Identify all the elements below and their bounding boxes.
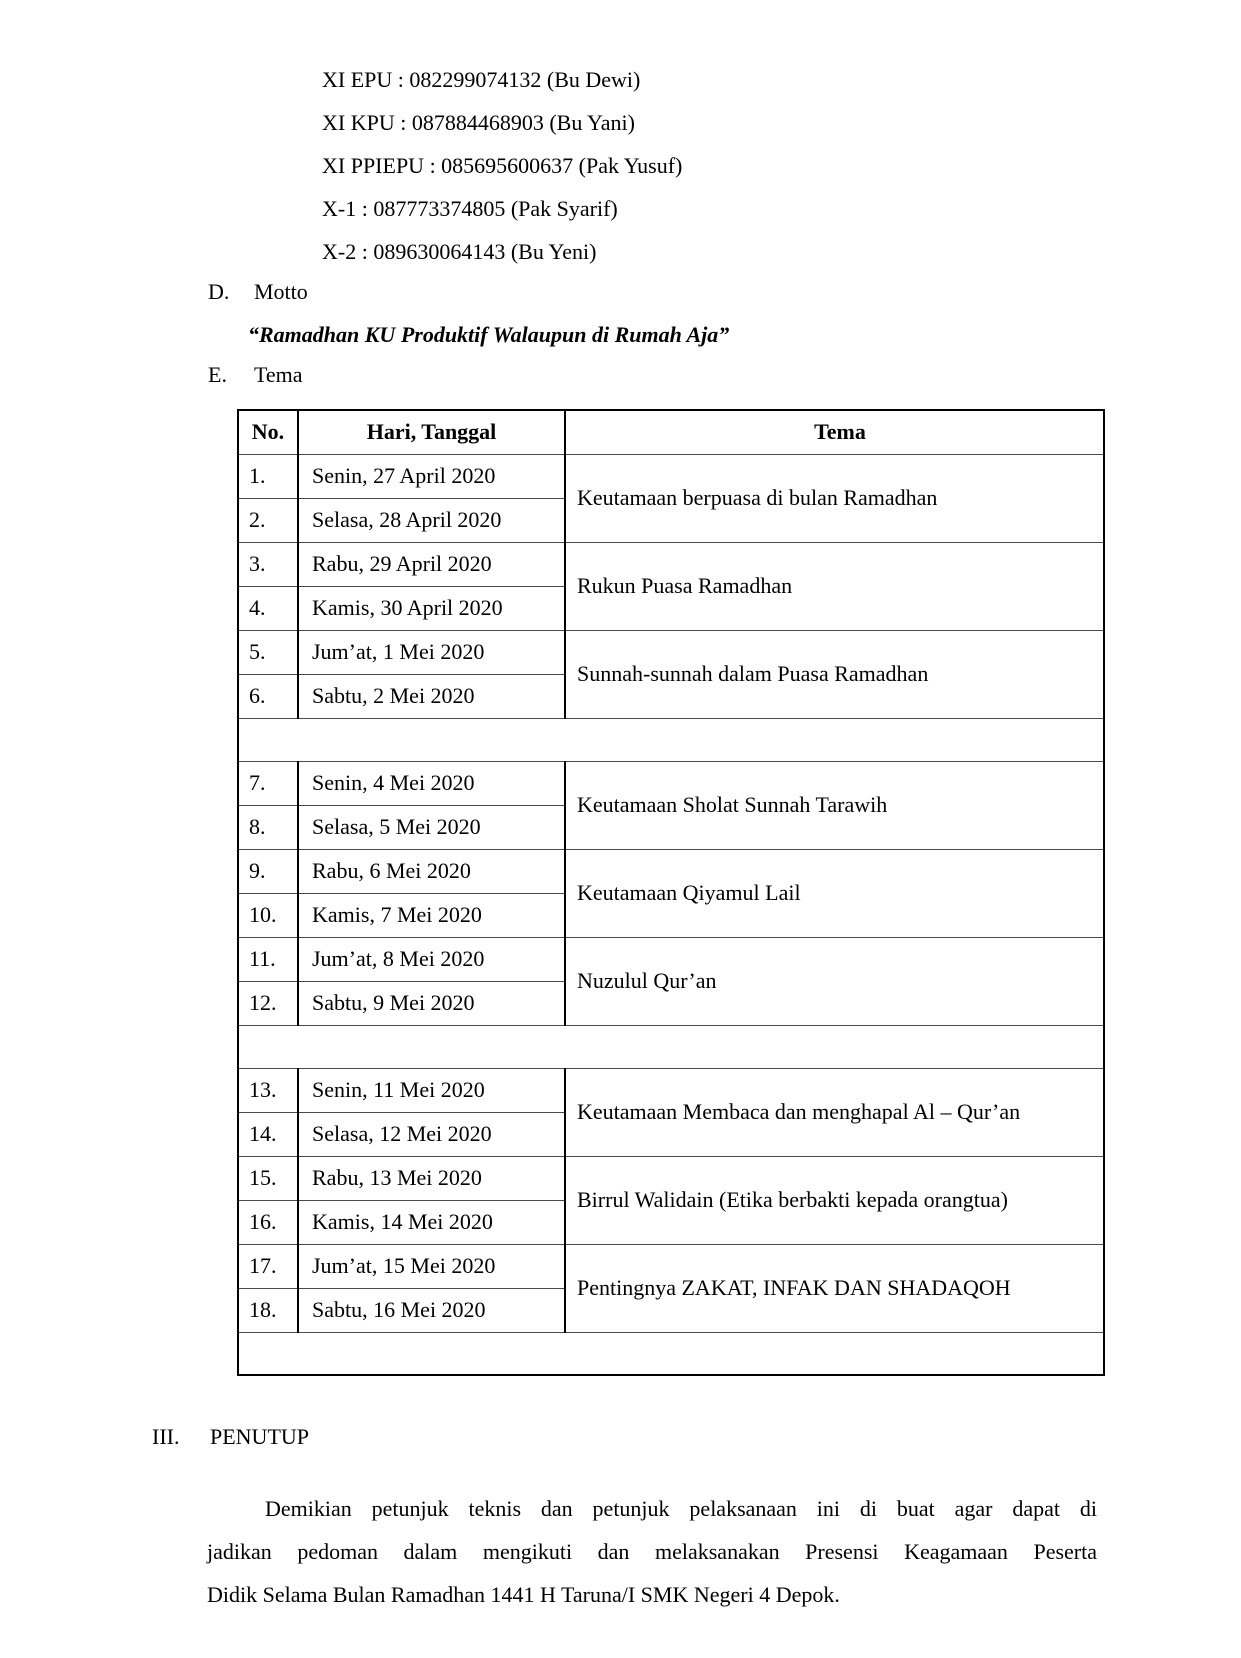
row-date: Selasa, 5 Mei 2020 (298, 805, 565, 849)
contact-line: X-2 : 089630064143 (Bu Yeni) (322, 239, 597, 264)
motto-quote: “Ramadhan KU Produktif Walaupun di Rumah Aja” (248, 322, 730, 347)
table-row (238, 849, 1104, 893)
row-date: Rabu, 13 Mei 2020 (298, 1156, 565, 1200)
row-date: Senin, 4 Mei 2020 (298, 761, 565, 805)
row-number: 3. (238, 542, 298, 586)
section-letter: E. (208, 362, 227, 387)
row-tema: Keutamaan Qiyamul Lail (565, 849, 1104, 937)
row-date: Selasa, 28 April 2020 (298, 498, 565, 542)
section-title: Tema (254, 362, 303, 387)
row-tema: Birrul Walidain (Etika berbakti kepada orangtua) (565, 1156, 1104, 1244)
row-date: Jum’at, 15 Mei 2020 (298, 1244, 565, 1288)
row-number: 7. (238, 761, 298, 805)
table-row (238, 1244, 1104, 1288)
contact-line: XI EPU : 082299074132 (Bu Dewi) (322, 67, 641, 92)
row-number: 12. (238, 981, 298, 1025)
section-title: Motto (254, 279, 308, 304)
row-date: Jum’at, 1 Mei 2020 (298, 630, 565, 674)
paragraph-line: jadikan pedoman dalam mengikuti dan melaksanakan Presensi Keagamaan Peserta (207, 1539, 1097, 1564)
column-header-no: No. (238, 410, 298, 454)
row-date: Senin, 11 Mei 2020 (298, 1068, 565, 1112)
paragraph-line: Didik Selama Bulan Ramadhan 1441 H Taruna/I SMK Negeri 4 Depok. (207, 1582, 840, 1607)
row-date: Kamis, 14 Mei 2020 (298, 1200, 565, 1244)
row-number: 2. (238, 498, 298, 542)
row-date: Rabu, 29 April 2020 (298, 542, 565, 586)
row-number: 11. (238, 937, 298, 981)
row-number: 6. (238, 674, 298, 718)
row-number: 5. (238, 630, 298, 674)
paragraph-line: Demikian petunjuk teknis dan petunjuk pelaksanaan ini di buat agar dapat di (265, 1496, 1097, 1521)
penutup-number: III. (152, 1424, 180, 1449)
row-tema: Keutamaan Membaca dan menghapal Al – Qur’an (565, 1068, 1104, 1156)
row-number: 18. (238, 1288, 298, 1332)
row-tema: Rukun Puasa Ramadhan (565, 542, 1104, 630)
row-date: Jum’at, 8 Mei 2020 (298, 937, 565, 981)
table-row (238, 1156, 1104, 1200)
row-number: 8. (238, 805, 298, 849)
penutup-paragraph (207, 1487, 1097, 1616)
penutup-heading (152, 1415, 309, 1458)
table-separator-row (238, 718, 1104, 761)
column-header-tema: Tema (814, 419, 866, 445)
row-date: Selasa, 12 Mei 2020 (298, 1112, 565, 1156)
row-number: 1. (238, 454, 298, 498)
row-tema: Keutamaan berpuasa di bulan Ramadhan (565, 454, 1104, 542)
penutup-title: PENUTUP (210, 1424, 310, 1449)
row-tema: Nuzulul Qur’an (565, 937, 1104, 1025)
row-tema: Keutamaan Sholat Sunnah Tarawih (565, 761, 1104, 849)
row-date: Rabu, 6 Mei 2020 (298, 849, 565, 893)
row-date: Sabtu, 2 Mei 2020 (298, 674, 565, 718)
row-number: 10. (238, 893, 298, 937)
row-number: 13. (238, 1068, 298, 1112)
section-heading-tema (208, 353, 303, 396)
row-number: 17. (238, 1244, 298, 1288)
table-row (238, 937, 1104, 981)
section-letter: D. (208, 279, 230, 304)
row-number: 4. (238, 586, 298, 630)
row-number: 9. (238, 849, 298, 893)
row-tema: Sunnah-sunnah dalam Puasa Ramadhan (565, 630, 1104, 718)
row-date: Kamis, 30 April 2020 (298, 586, 565, 630)
tema-schedule-table (237, 409, 1105, 1376)
row-number: 15. (238, 1156, 298, 1200)
row-date: Senin, 27 April 2020 (298, 454, 565, 498)
contact-list (322, 58, 682, 273)
row-date: Sabtu, 9 Mei 2020 (298, 981, 565, 1025)
row-date: Kamis, 7 Mei 2020 (298, 893, 565, 937)
table-row (238, 454, 1104, 498)
section-heading-motto (208, 270, 308, 313)
row-number: 14. (238, 1112, 298, 1156)
row-number: 16. (238, 1200, 298, 1244)
contact-line: X-1 : 087773374805 (Pak Syarif) (322, 196, 618, 221)
table-row (238, 761, 1104, 805)
table-separator-row (238, 1025, 1104, 1068)
table-row (238, 542, 1104, 586)
row-tema: Pentingnya ZAKAT, INFAK DAN SHADAQOH (565, 1244, 1104, 1332)
column-header-date: Hari, Tanggal (298, 410, 565, 454)
table-separator-row (238, 1332, 1104, 1375)
table-row (238, 630, 1104, 674)
row-date: Sabtu, 16 Mei 2020 (298, 1288, 565, 1332)
table-row (238, 1068, 1104, 1112)
contact-line: XI PPIEPU : 085695600637 (Pak Yusuf) (322, 153, 683, 178)
contact-line: XI KPU : 087884468903 (Bu Yani) (322, 110, 635, 135)
table-header-row (238, 410, 1104, 454)
